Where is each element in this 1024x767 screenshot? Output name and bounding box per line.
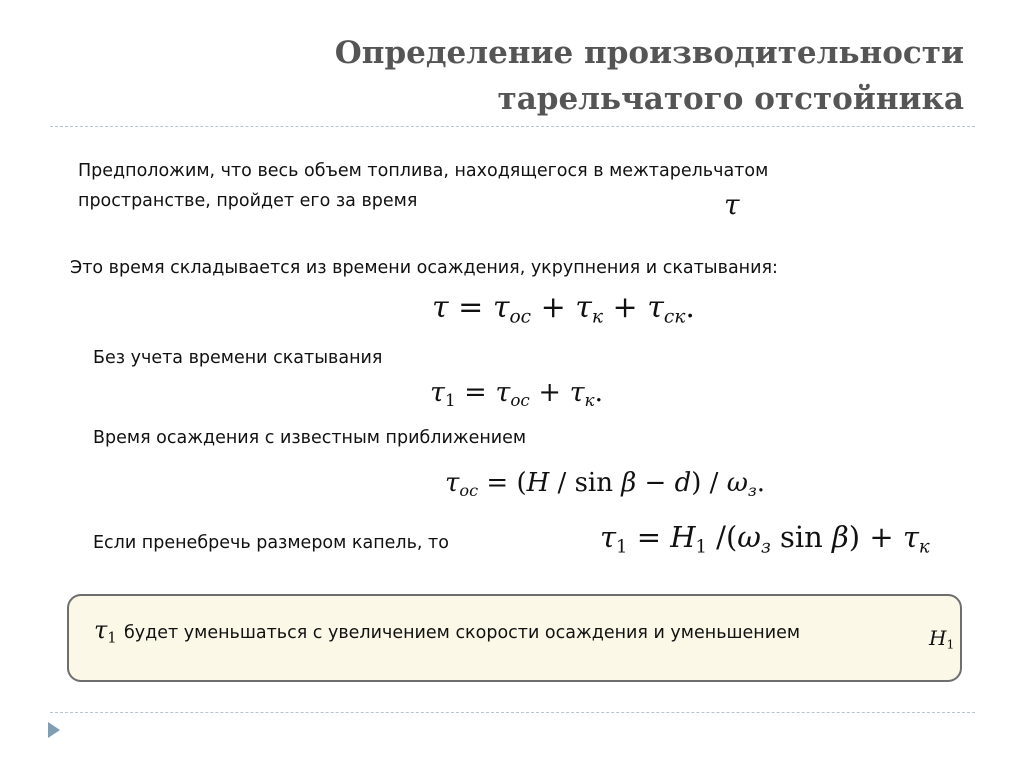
- next-slide-arrow-icon[interactable]: [48, 722, 60, 738]
- slide-title-line-2: тарельчатого отстойника: [497, 81, 964, 117]
- top-divider: [50, 126, 975, 127]
- slide-title-line-1: Определение производительности: [334, 35, 964, 71]
- formula-total-time: $\tau = \tau_{ос} + \tau_к + \tau_{ск}$.: [432, 290, 695, 328]
- formula-tau1-simplified: $\tau_1 = H_1$ $/(\omega_з$ $\sin \beta) + \tau_к$: [600, 520, 930, 558]
- formula-settling-time: $\tau_{ос} = (H / \sin \beta - d) / \omega_з$.: [445, 468, 765, 500]
- intro-paragraph: [78, 156, 908, 216]
- callout-H1: $H_1$: [929, 626, 955, 652]
- without-rolling-text: Без учета времени скатывания: [93, 348, 383, 368]
- settling-time-text: Время осаждения с известным приближением: [93, 428, 527, 448]
- neglect-droplet-size-text: Если пренебречь размером капель, то: [93, 533, 449, 553]
- conclusion-callout: [67, 594, 962, 682]
- intro-line-2: пространстве, пройдет его за время: [78, 191, 418, 211]
- intro-line-1: Предположим, что весь объем топлива, находящегося в межтарельчатом: [78, 161, 769, 181]
- slide-title: [204, 30, 964, 122]
- callout-text: будет уменьшаться с увеличением скорости осаждения и уменьшением: [124, 623, 801, 643]
- time-components-text: Это время складывается из времени осаждения, укрупнения и скатывания:: [70, 258, 778, 278]
- callout-tau1: $\tau_1$: [94, 616, 117, 647]
- tau-symbol: τ: [724, 188, 740, 221]
- bottom-divider: [50, 712, 975, 713]
- formula-tau1: $\tau_1 = \tau_{ос} + \tau_к$.: [430, 377, 604, 411]
